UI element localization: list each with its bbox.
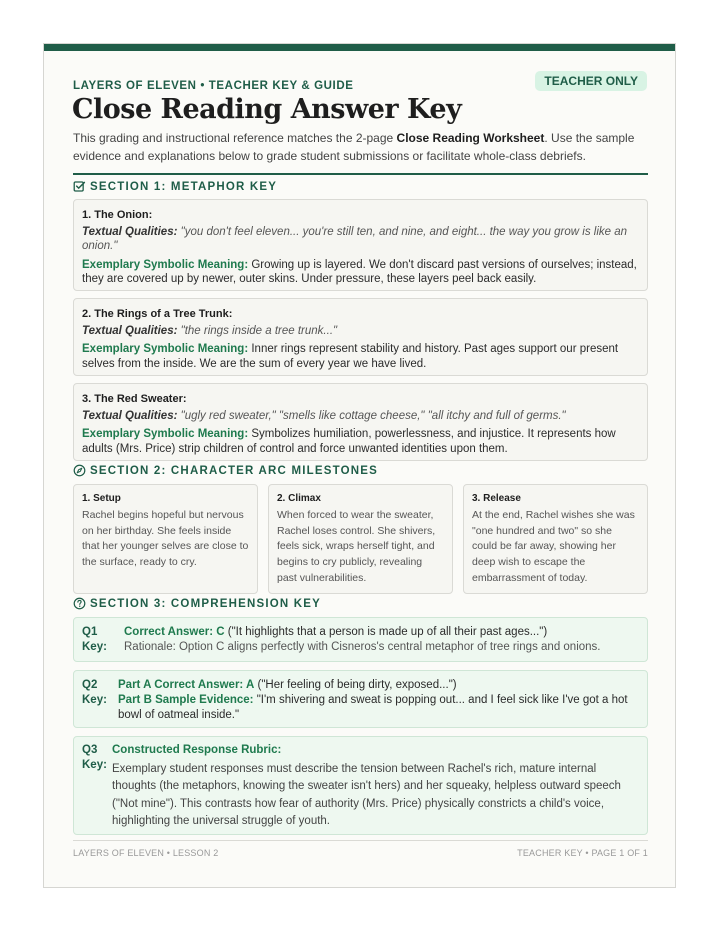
q3-body — [112, 743, 642, 830]
footer-left: LAYERS OF ELEVEN • LESSON 2 — [73, 848, 219, 858]
intro-paragraph — [73, 129, 653, 165]
q1-label — [82, 625, 107, 655]
metaphor-card-tree-rings — [73, 298, 648, 376]
top-accent-bar — [44, 44, 675, 51]
arc-heading: 3. Release — [472, 493, 521, 504]
answer-key-page — [43, 43, 676, 888]
em-label: Exemplary Symbolic Meaning: — [82, 343, 249, 355]
metaphor-heading: 1. The Onion: — [82, 209, 153, 221]
page-footer — [73, 840, 648, 858]
arc-card-release — [463, 484, 648, 594]
arc-heading: 1. Setup — [82, 493, 121, 504]
arc-text: Rachel begins hopeful but nervous on her birthday. She feels inside that her younger selves are close to the surface, ready to cry. — [82, 509, 249, 569]
q1-number: Q1 — [82, 626, 98, 638]
section3-heading — [73, 597, 321, 610]
metaphor-card-red-sweater — [73, 383, 648, 461]
tq-label: Textual Qualities: — [82, 409, 178, 422]
intro-text-post: . Use the sample evidence and explanations below to grade student submissions or facilitate whole-class debriefs. — [73, 131, 635, 163]
q2-label — [82, 678, 107, 708]
metaphor-heading: 2. The Rings of a Tree Trunk: — [82, 308, 233, 320]
symbolic-meaning — [82, 258, 639, 287]
q1-key-word: Key: — [82, 641, 107, 653]
metaphor-heading: 3. The Red Sweater: — [82, 393, 187, 405]
q3-number: Q3 — [82, 744, 98, 756]
em-label: Exemplary Symbolic Meaning: — [82, 428, 249, 440]
tq-text: "the rings inside a tree trunk..." — [177, 324, 338, 337]
footer-right: TEACHER KEY • PAGE 1 OF 1 — [517, 848, 648, 858]
q1-key-card — [73, 617, 648, 662]
arc-card-climax — [268, 484, 453, 594]
em-label: Exemplary Symbolic Meaning: — [82, 258, 249, 271]
tq-text: "ugly red sweater," "smells like cottage cheese," "all itchy and full of germs." — [177, 409, 566, 422]
section1-heading — [73, 180, 277, 193]
q2-body — [118, 678, 644, 723]
metaphor-card-onion — [73, 199, 648, 291]
arc-text: When forced to wear the sweater, Rachel loses control. She shivers, feels sick, wraps herself tight, and begins to cry publicly, revealing past vulnerabilities. — [277, 509, 436, 584]
q1-body — [124, 625, 639, 655]
q2-key-card — [73, 670, 648, 728]
em-text: Inner rings represent stability and history. Past ages support our present selves from the inside. We are the sum of every year we have lived. — [82, 343, 619, 370]
question-circle-icon — [73, 597, 86, 610]
q3-key-word: Key: — [82, 759, 107, 771]
q2-part-a-label: Part A Correct Answer: A — [118, 679, 255, 691]
q1-answer-text: ("It highlights that a person is made up of all their past ages...") — [224, 626, 548, 638]
tq-label: Textual Qualities: — [82, 225, 178, 238]
q2-part-a-text: ("Her feeling of being dirty, exposed...") — [254, 679, 457, 691]
q2-part-b — [118, 693, 644, 723]
q1-rationale: Rationale: Option C aligns perfectly with Cisneros's central metaphor of tree rings and onions. — [124, 641, 601, 653]
symbolic-meaning — [82, 342, 639, 371]
q1-answer-label: Correct Answer: C — [124, 626, 225, 638]
arc-heading: 2. Climax — [277, 493, 321, 504]
section1-title: SECTION 1: METAPHOR KEY — [90, 180, 278, 193]
compass-icon — [73, 464, 86, 477]
em-text: Growing up is layered. We don't discard past versions of ourselves; instead, they are covered up by newer, outer skins. Under pressure, these layers peel back easily. — [82, 258, 637, 285]
intro-worksheet-name: Close Reading Worksheet — [396, 131, 545, 145]
tq-text: "you don't feel eleven... you're still ten, and nine, and eight... the way you grow is like an onion." — [82, 225, 628, 252]
arc-card-setup — [73, 484, 258, 594]
section2-heading — [73, 464, 378, 477]
q2-part-a — [118, 678, 644, 693]
q2-part-b-text: "I'm shivering and sweat is popping out... and I feel sick like I've got a hot bowl of oatmeal inside." — [118, 694, 628, 721]
textual-qualities — [82, 324, 639, 339]
textual-qualities — [82, 225, 639, 254]
em-text: Symbolizes humiliation, powerlessness, and injustice. It represents how adults (Mrs. Price) strip children of control and force unwanted identities upon them. — [82, 428, 616, 455]
teacher-only-badge: TEACHER ONLY — [535, 71, 647, 91]
q2-number: Q2 — [82, 679, 98, 691]
arc-text: At the end, Rachel wishes she was "one hundred and two" so she could be far away, showing her deep wish to escape the embarrassment of today. — [472, 509, 635, 584]
q3-rubric-text: Exemplary student responses must describe the tension between Rachel's rich, mature internal thoughts (the metaphors, knowing the sweater isn't hers) and her squeaky, helpless outward speech ("Not mine"). This contrasts how fear of authority (Mrs. Price) physically constricts a child's voice, highlighting the universal struggle of youth. — [112, 763, 621, 827]
q2-part-b-label: Part B Sample Evidence: — [118, 694, 254, 706]
q3-label — [82, 743, 107, 773]
section2-title: SECTION 2: CHARACTER ARC MILESTONES — [90, 464, 378, 477]
q2-key-word: Key: — [82, 694, 107, 706]
check-square-icon — [73, 180, 86, 193]
q3-key-card — [73, 736, 648, 835]
header-divider — [73, 173, 648, 175]
tq-label: Textual Qualities: — [82, 324, 178, 337]
intro-text-pre: This grading and instructional reference matches the 2-page — [73, 131, 397, 145]
section3-title: SECTION 3: COMPREHENSION KEY — [90, 597, 322, 610]
kicker: LAYERS OF ELEVEN • TEACHER KEY & GUIDE — [73, 80, 354, 92]
textual-qualities — [82, 409, 639, 424]
q1-answer — [124, 625, 639, 640]
q3-heading: Constructed Response Rubric: — [112, 744, 282, 756]
page-title: Close Reading Answer Key — [72, 94, 462, 125]
symbolic-meaning — [82, 427, 639, 456]
